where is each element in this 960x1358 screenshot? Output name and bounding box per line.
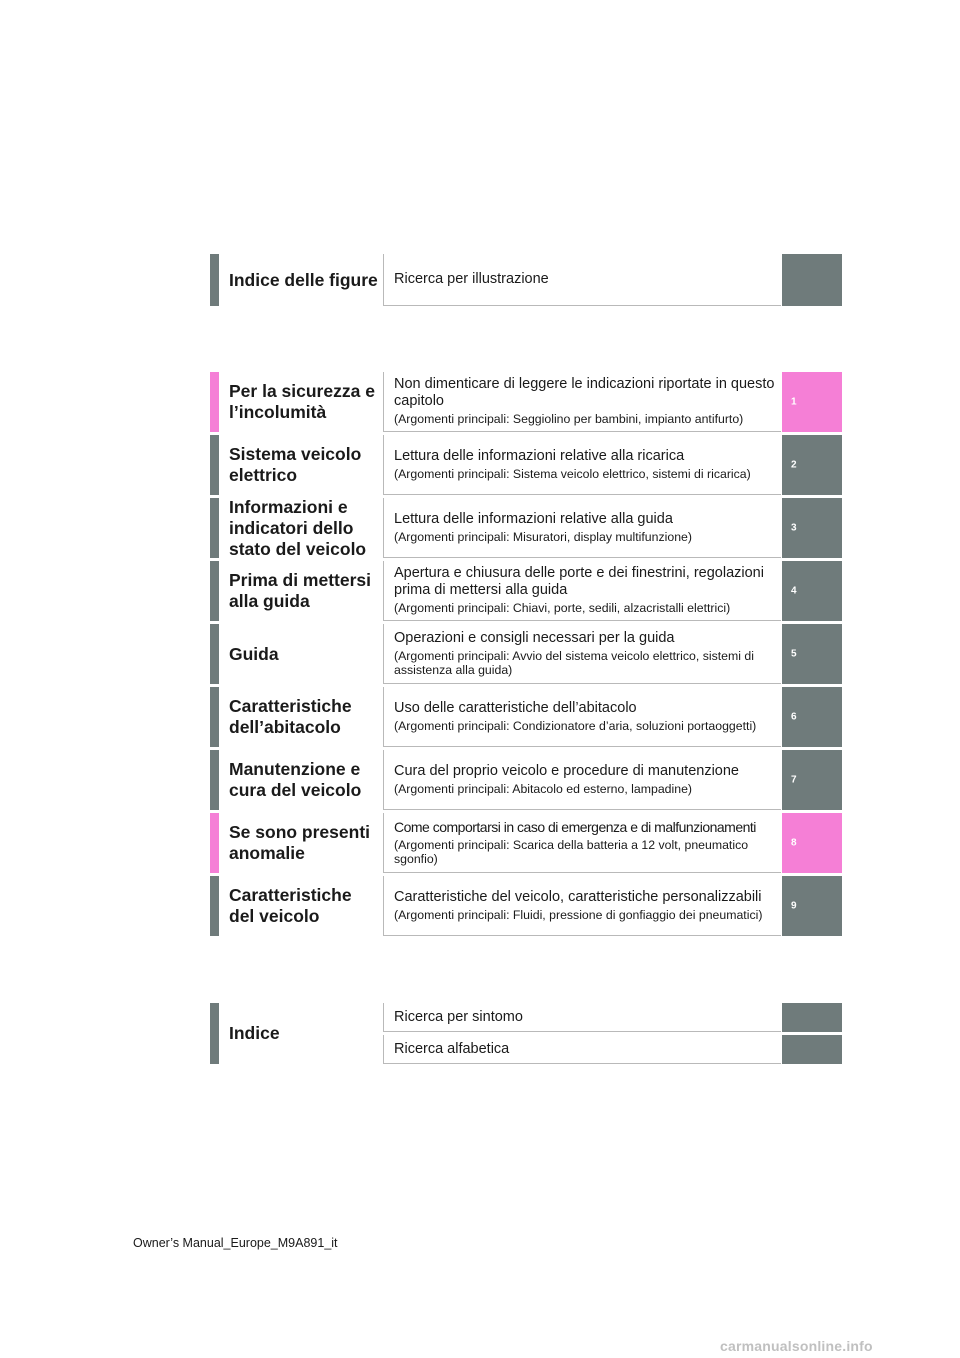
- chapter-description-main: Non dimenticare di leggere le indicazioni riportate in questo capitolo: [394, 376, 775, 410]
- chapter-bar: [210, 687, 219, 747]
- chapter-bar: [210, 876, 219, 936]
- chapter-description-topics: (Argomenti principali: Misuratori, display multifunzione): [394, 529, 692, 544]
- chapter-description-main: Operazioni e consigli necessari per la guida: [394, 629, 675, 646]
- chapter-tab-2[interactable]: [782, 435, 842, 495]
- chapter-heading: Informazioni e indicatori dello stato del veicolo: [229, 496, 367, 559]
- chapter-description: [383, 750, 781, 810]
- chapter-description: [383, 813, 781, 873]
- section-bar: [210, 254, 219, 306]
- chapter-tab-number: 5: [791, 648, 797, 660]
- description-main: Ricerca per illustrazione: [394, 271, 549, 287]
- chapter-tab-number: 7: [791, 774, 797, 786]
- chapter-description-topics: (Argomenti principali: Fluidi, pressione di gonfiaggio dei pneumatici): [394, 907, 763, 922]
- index-link-symptom[interactable]: Ricerca per sintomo: [383, 1003, 781, 1032]
- chapter-description-main: Lettura delle informazioni relative alla guida: [394, 510, 673, 527]
- chapter-description-main: Come comportarsi in caso di emergenza e di malfunzionamenti: [394, 818, 756, 835]
- chapter-row-1[interactable]: [210, 372, 842, 432]
- watermark: carmanualsonline.info: [720, 1338, 873, 1354]
- chapter-heading: Caratteristiche dell’abitacolo: [229, 696, 352, 737]
- chapter-description-topics: (Argomenti principali: Seggiolino per bambini, impianto antifurto): [394, 412, 744, 427]
- chapter-description: [383, 561, 781, 621]
- chapter-row-9[interactable]: [210, 876, 842, 936]
- chapter-description: [383, 624, 781, 684]
- chapter-tab-6[interactable]: [782, 687, 842, 747]
- chapter-description: [383, 687, 781, 747]
- chapter-description-topics: (Argomenti principali: Sistema veicolo elettrico, sistemi di ricarica): [394, 466, 751, 481]
- chapter-tab-number: 8: [791, 837, 797, 849]
- chapter-row-5[interactable]: [210, 624, 842, 684]
- chapter-heading: Sistema veicolo elettrico: [229, 444, 362, 485]
- chapter-description: [383, 876, 781, 936]
- chapter-tab-8[interactable]: [782, 813, 842, 873]
- index-link-alphabetic[interactable]: Ricerca alfabetica: [383, 1035, 781, 1064]
- chapter-description-topics: (Argomenti principali: Scarica della batteria a 12 volt, pneumatico sgonfio): [394, 837, 749, 866]
- chapter-bar: [210, 750, 219, 810]
- chapter-description-topics: (Argomenti principali: Condizionatore d’aria, soluzioni portaoggetti): [394, 718, 757, 733]
- section-heading: Indice delle figure: [229, 269, 378, 290]
- index-tab-symptom[interactable]: [782, 1003, 842, 1032]
- chapter-heading: Guida: [229, 643, 279, 664]
- chapter-heading: Se sono presenti anomalie: [229, 822, 371, 863]
- chapter-row-7[interactable]: [210, 750, 842, 810]
- chapter-description: [383, 435, 781, 495]
- section-description: [383, 254, 781, 306]
- chapter-description-topics: (Argomenti principali: Avvio del sistema veicolo elettrico, sistemi di assistenza alla guida): [394, 648, 754, 677]
- chapter-bar: [210, 372, 219, 432]
- chapter-bar: [210, 498, 219, 558]
- chapter-heading: Per la sicurezza e l’incolumità: [229, 381, 375, 422]
- chapter-bar: [210, 813, 219, 873]
- figure-index-row[interactable]: [210, 254, 842, 306]
- chapter-tab-number: 9: [791, 900, 797, 912]
- chapter-heading: Manutenzione e cura del veicolo: [229, 759, 362, 800]
- chapter-description-main: Apertura e chiusura delle porte e dei finestrini, regolazioni prima di mettersi alla guida: [394, 565, 764, 599]
- chapter-row-2[interactable]: [210, 435, 842, 495]
- chapter-heading: Prima di mettersi alla guida: [229, 570, 371, 611]
- chapter-tab-4[interactable]: [782, 561, 842, 621]
- chapter-description: [383, 498, 781, 558]
- chapter-tab-number: 3: [791, 522, 797, 534]
- chapter-bar: [210, 435, 219, 495]
- section-tab[interactable]: [782, 254, 842, 306]
- chapter-description: [383, 372, 781, 432]
- section-heading: Indice: [229, 1023, 280, 1043]
- chapter-description-main: Cura del proprio veicolo e procedure di manutenzione: [394, 762, 739, 779]
- chapter-description-topics: (Argomenti principali: Abitacolo ed esterno, lampadine): [394, 781, 693, 796]
- chapter-row-8[interactable]: [210, 813, 842, 873]
- chapter-row-6[interactable]: [210, 687, 842, 747]
- chapter-row-3[interactable]: [210, 498, 842, 558]
- chapter-tab-5[interactable]: [782, 624, 842, 684]
- chapter-description-main: Caratteristiche del veicolo, caratteristiche personalizzabili: [394, 888, 762, 905]
- index-row: [210, 1003, 842, 1064]
- chapter-bar: [210, 561, 219, 621]
- chapter-tab-3[interactable]: [782, 498, 842, 558]
- chapter-tab-9[interactable]: [782, 876, 842, 936]
- chapter-description-main: Uso delle caratteristiche dell’abitacolo: [394, 699, 637, 716]
- chapter-tab-1[interactable]: [782, 372, 842, 432]
- chapter-heading: Caratteristiche del veicolo: [229, 885, 352, 926]
- chapter-tab-number: 1: [791, 396, 797, 408]
- footer-text: Owner’s Manual_Europe_M9A891_it: [133, 1236, 338, 1250]
- chapter-description-topics: (Argomenti principali: Chiavi, porte, sedili, alzacristalli elettrici): [394, 601, 731, 616]
- chapter-tab-number: 6: [791, 711, 797, 723]
- chapter-description-main: Lettura delle informazioni relative alla ricarica: [394, 447, 685, 464]
- chapter-tab-number: 2: [791, 459, 797, 471]
- chapter-row-4[interactable]: [210, 561, 842, 621]
- section-bar: [210, 1003, 219, 1064]
- index-tab-alphabetic[interactable]: [782, 1035, 842, 1064]
- chapter-tab-7[interactable]: [782, 750, 842, 810]
- chapter-tab-number: 4: [791, 585, 797, 597]
- chapter-bar: [210, 624, 219, 684]
